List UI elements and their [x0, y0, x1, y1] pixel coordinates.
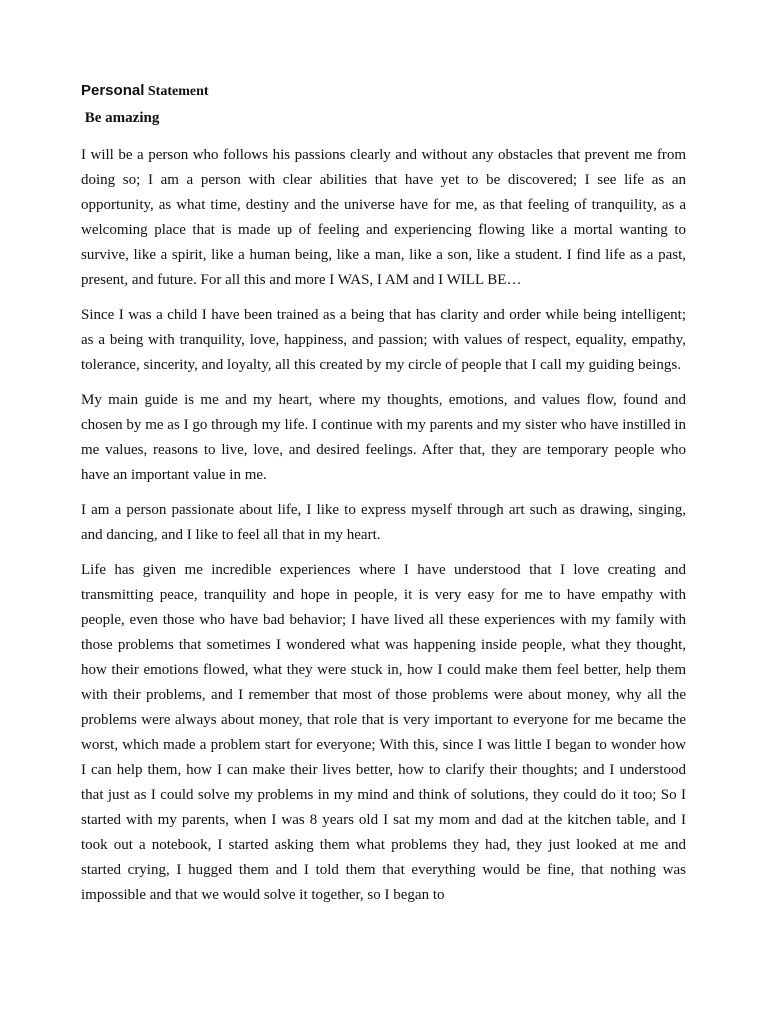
paragraph-2: Since I was a child I have been trained as a being that has clarity and order while being intelligent; as a being with tranquility, love, happiness, and passion; with values of respect, equality, empathy, tolerance, sincerity, and loyalty, all this created by my circle of people that I call my guiding beings. — [81, 307, 686, 373]
paragraph-3: My main guide is me and my heart, where my thoughts, emotions, and values flow, found and chosen by me as I go through my life. I continue with my parents and my sister who have instilled in me values, reasons to live, love, and desired feelings. After that, they are temporary people who have an important value in me. — [81, 392, 686, 483]
document-title — [81, 74, 209, 102]
title-statement: Statement — [144, 84, 209, 99]
document-subtitle: Be amazing — [81, 110, 160, 126]
document-page — [81, 0, 686, 1024]
paragraph-4: I am a person passionate about life, I like to express myself through art such as drawing, singing, and dancing, and I like to feel all that in my heart. — [81, 502, 686, 543]
paragraph-1: I will be a person who follows his passions clearly and without any obstacles that prevent me from doing so; I am a person with clear abilities that have yet to be discovered; I see life as an opportunity, as what time, destiny and the universe have for me, as that feeling of tranquility, as a welcoming place that is made up of feeling and experiencing flowing like a mortal wanting to survive, like a spirit, like a human being, like a man, like a son, like a student. I find life as a past, present, and future. For all this and more I WAS, I AM and I WILL BE… — [81, 147, 686, 288]
title-personal: Personal — [81, 82, 145, 99]
document-body — [81, 143, 686, 918]
paragraph-5: Life has given me incredible experiences where I have understood that I love creating and transmitting peace, tranquility and hope in people, it is very easy for me to have empathy with people, even those who have bad behavior; I have lived all these experiences with my family with those problems that sometimes I wondered what was happening inside people, what they thought, how their emotions flowed, what they were stuck in, how I could make them feel better, help them with their problems, and I remember that most of those problems were about money, why all the problems were always about money, that role that is very important to everyone for me became the worst, which made a problem start for everyone; With this, since I was little I began to wonder how I can help them, how I can make their lives better, how to clarify their thoughts; and I understood that just as I could solve my problems in my mind and think of solutions, they could do it too; So I started with my parents, when I was 8 years old I sat my mom and dad at the kitchen table, and I took out a notebook, I started asking them what problems they had, they just looked at me and started crying, I hugged them and I told them that everything would be fine, that nothing was impossible and that we would solve it together, so I began to — [81, 562, 686, 903]
